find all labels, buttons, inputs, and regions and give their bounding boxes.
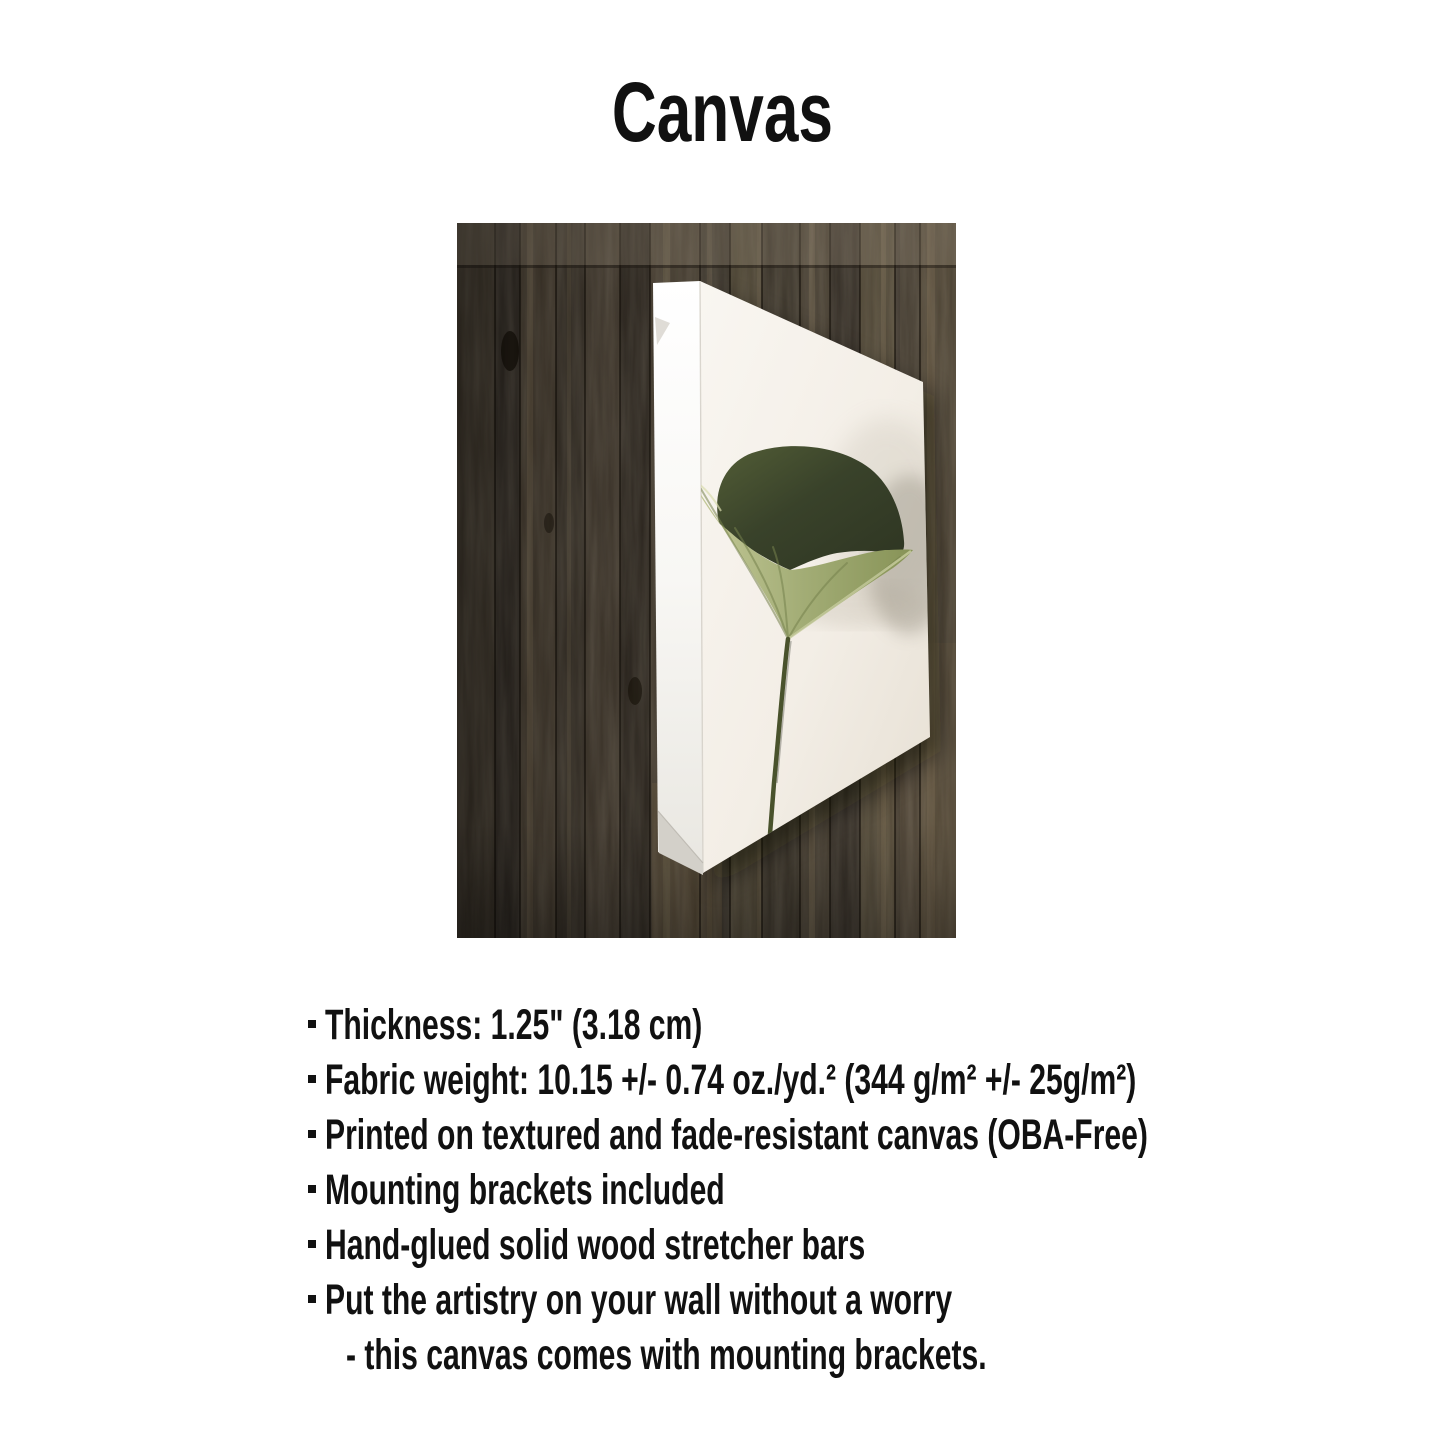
bullet-icon [308, 1185, 316, 1193]
bullet-icon [308, 1130, 316, 1138]
spec-list [308, 998, 1445, 1383]
spec-item-thickness: Thickness: 1.25" (3.18 cm) [308, 998, 1445, 1053]
spec-item-artistry: Put the artistry on your wall without a worry [308, 1273, 1445, 1328]
spec-item-fabric-weight: Fabric weight: 10.15 +/- 0.74 oz./yd.² (344 g/m² +/- 25g/m²) [308, 1053, 1445, 1108]
bullet-icon [308, 1075, 316, 1083]
bullet-icon [308, 1240, 316, 1248]
bullet-icon [308, 1020, 316, 1028]
spec-item-brackets: Mounting brackets included [308, 1163, 1445, 1218]
spec-item-stretcher-bars: Hand-glued solid wood stretcher bars [308, 1218, 1445, 1273]
leaf-canvas-on-wood-photo [457, 223, 956, 938]
product-photo [457, 223, 956, 938]
canvas-side-face [653, 281, 703, 873]
spec-item-printed: Printed on textured and fade-resistant canvas (OBA-Free) [308, 1108, 1445, 1163]
spec-item-artistry-continuation: - this canvas comes with mounting brackets. [346, 1331, 987, 1379]
page-title: Canvas [611, 65, 834, 159]
bullet-icon [308, 1295, 316, 1303]
